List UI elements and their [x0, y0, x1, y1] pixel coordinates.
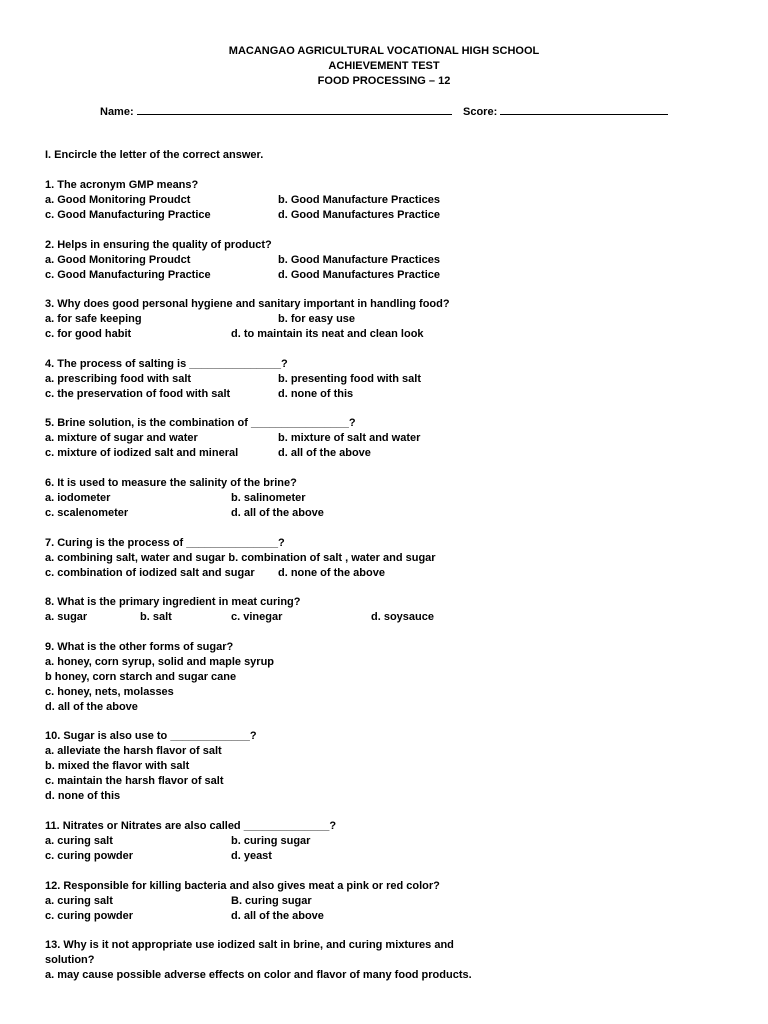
choice-row: [45, 774, 745, 789]
question: [45, 595, 745, 625]
choice-row: [45, 834, 745, 849]
choice[interactable]: c. curing powder: [45, 909, 134, 922]
choice-row: [45, 446, 745, 461]
choice[interactable]: b. Good Manufacture Practices: [278, 253, 440, 266]
name-blank[interactable]: [137, 103, 452, 115]
choice[interactable]: a. honey, corn syrup, solid and maple syrup: [45, 655, 275, 668]
question: [45, 297, 745, 342]
choice[interactable]: d. all of the above: [231, 506, 324, 519]
choice[interactable]: a. mixture of sugar and water: [45, 432, 198, 445]
test-body: [45, 148, 745, 998]
choice-row: [45, 610, 745, 625]
choice[interactable]: b. presenting food with salt: [278, 372, 421, 385]
choice[interactable]: a. alleviate the harsh flavor of salt: [45, 745, 222, 758]
question: [45, 536, 745, 581]
choice-row: [45, 909, 745, 924]
choice[interactable]: d. none of this: [45, 790, 121, 803]
choice[interactable]: c. for good habit: [45, 328, 132, 341]
choice[interactable]: c. honey, nets, molasses: [45, 685, 174, 698]
choice[interactable]: d. Good Manufactures Practice: [278, 209, 440, 221]
choice-row: [45, 566, 745, 581]
choice-row: [45, 700, 745, 715]
choice[interactable]: a. curing salt: [45, 834, 113, 847]
question-stem: 7. Curing is the process of _______________?: [45, 536, 285, 549]
choice[interactable]: d. all of the above: [45, 700, 138, 713]
choice-row: [45, 312, 745, 327]
score-label: Score:: [463, 106, 498, 118]
choice[interactable]: d. to maintain its neat and clean look: [231, 328, 424, 341]
choice[interactable]: c. scalenometer: [45, 506, 129, 519]
choice-row: [45, 655, 745, 670]
question: [45, 357, 745, 402]
choice[interactable]: a. Good Monitoring Proudct: [45, 253, 191, 266]
document-header: [0, 44, 768, 89]
choice-row: [45, 968, 745, 983]
instruction: I. Encircle the letter of the correct answer.: [45, 149, 264, 161]
choice-row: [45, 894, 745, 909]
choice[interactable]: b. salinometer: [231, 491, 306, 504]
question: [45, 416, 745, 461]
question-stem: 6. It is used to measure the salinity of the brine?: [45, 476, 297, 489]
choice[interactable]: d. soysauce: [371, 611, 434, 624]
subject-title: FOOD PROCESSING – 12: [317, 75, 451, 87]
choice-row: [45, 551, 745, 566]
choice[interactable]: d. none of the above: [278, 566, 385, 579]
choice[interactable]: c. mixture of iodized salt and mineral: [45, 447, 239, 460]
choice[interactable]: b. for easy use: [278, 313, 356, 326]
choice[interactable]: b. salt: [140, 611, 172, 624]
score-blank[interactable]: [500, 103, 668, 115]
choice[interactable]: c. vinegar: [231, 611, 283, 624]
choice[interactable]: d. yeast: [231, 849, 272, 862]
choice[interactable]: c. the preservation of food with salt: [45, 387, 231, 400]
choice[interactable]: a. iodometer: [45, 491, 111, 504]
choice[interactable]: b. mixture of salt and water: [278, 432, 421, 445]
question: [45, 879, 745, 924]
choice-row: [45, 685, 745, 700]
choice-row: [45, 670, 745, 685]
choice[interactable]: c. curing powder: [45, 849, 134, 862]
choice-row: [45, 208, 745, 223]
question-stem: 2. Helps in ensuring the quality of product?: [45, 238, 272, 251]
score-field[interactable]: [463, 103, 668, 120]
choice[interactable]: b. curing sugar: [231, 834, 311, 847]
choice[interactable]: a. for safe keeping: [45, 313, 142, 326]
choice[interactable]: a. Good Monitoring Proudct: [45, 194, 191, 206]
choice[interactable]: d. none of this: [278, 387, 354, 400]
choice[interactable]: a. prescribing food with salt: [45, 372, 192, 385]
choice-row: [45, 491, 745, 506]
question-stem: 13. Why is it not appropriate use iodized salt in brine, and curing mixtures and solution?: [45, 939, 454, 967]
choice-row: [45, 193, 745, 208]
question: [45, 238, 745, 283]
question: [45, 476, 745, 521]
choice[interactable]: a. may cause possible adverse effects on color and flavor of many food products.: [45, 969, 472, 982]
choice[interactable]: a. sugar: [45, 611, 88, 624]
choice[interactable]: c. Good Manufacturing Practice: [45, 209, 211, 221]
choice-row: [45, 372, 745, 387]
question: [45, 729, 745, 804]
choice[interactable]: b honey, corn starch and sugar cane: [45, 670, 237, 683]
name-label: Name:: [100, 106, 134, 118]
choice[interactable]: d. Good Manufactures Practice: [278, 268, 440, 281]
school-name: MACANGAO AGRICULTURAL VOCATIONAL HIGH SCHOOL: [228, 45, 540, 57]
test-title: ACHIEVEMENT TEST: [328, 60, 440, 72]
name-field[interactable]: [100, 103, 452, 120]
choice[interactable]: b. Good Manufacture Practices: [278, 194, 440, 206]
choice-row: [45, 506, 745, 521]
choice-row: [45, 431, 745, 446]
question: [45, 178, 745, 223]
question-stem: 11. Nitrates or Nitrates are also called ______________?: [45, 819, 337, 832]
choice-row: [45, 387, 745, 402]
choice-row: [45, 327, 745, 342]
choice[interactable]: d. all of the above: [278, 447, 371, 460]
question: [45, 938, 745, 983]
choice[interactable]: c. Good Manufacturing Practice: [45, 268, 211, 281]
choice[interactable]: b. mixed the flavor with salt: [45, 760, 190, 773]
choice-row: [45, 759, 745, 774]
question: [45, 640, 745, 715]
choice[interactable]: d. all of the above: [231, 909, 324, 922]
question-stem: 4. The process of salting is _______________?: [45, 357, 288, 370]
choice[interactable]: c. maintain the harsh flavor of salt: [45, 775, 224, 788]
choice-row: [45, 253, 745, 268]
question-stem: 10. Sugar is also use to _____________?: [45, 730, 257, 743]
question-stem: 5. Brine solution, is the combination of ________________?: [45, 417, 356, 430]
question-stem: 1. The acronym GMP means?: [45, 179, 199, 191]
question: [45, 819, 745, 864]
question-stem: 3. Why does good personal hygiene and sanitary important in handling food?: [45, 298, 450, 311]
choice-row: [45, 268, 745, 283]
question-stem: 12. Responsible for killing bacteria and also gives meat a pink or red color?: [45, 879, 440, 892]
choice[interactable]: c. combination of iodized salt and sugar: [45, 566, 255, 579]
choice[interactable]: a. combining salt, water and sugar b. combination of salt , water and sugar: [45, 551, 436, 564]
choice-row: [45, 789, 745, 804]
choice-row: [45, 849, 745, 864]
choice[interactable]: B. curing sugar: [231, 894, 312, 907]
question-stem: 8. What is the primary ingredient in meat curing?: [45, 596, 301, 609]
question-stem: 9. What is the other forms of sugar?: [45, 640, 234, 653]
choice[interactable]: a. curing salt: [45, 894, 113, 907]
choice-row: [45, 744, 745, 759]
